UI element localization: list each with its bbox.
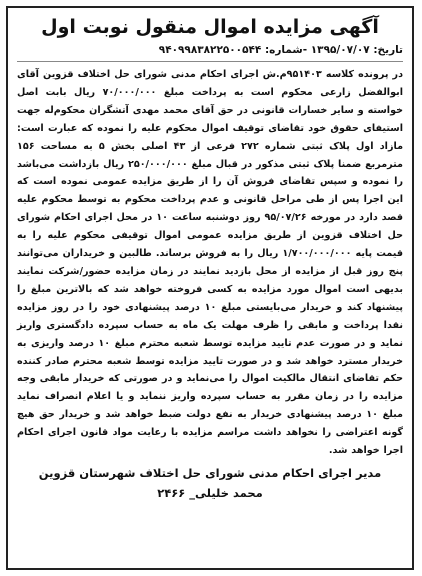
notice-number: ۹۴۰۹۹۸۳۸۲۲۵۰۰۵۴۴ [158, 44, 262, 56]
notice-title: آگهی مزایده اموال منقول نوبت اول [41, 16, 379, 38]
auction-notice [6, 6, 414, 570]
date-label: تاریخ: [373, 44, 403, 56]
notice-body: در پرونده کلاسه ۹۵۱۴۰۳م.ش اجرای احکام مدنی شورای حل اختلاف قزوین آقای ابوالفضل زارعی محکوم است به پرداخت مبلغ ۷۰/۰۰۰/۰۰۰ ریال بابت اصل خواسته و سایر خسارات قانونی در حق آقای محمد مهدی آتشگران محکوم‌له جهت استیفای حقوق خود تقاضای توقیف اموال محکوم علیه را نموده که عبارت است: مازاد اول پلاک ثبتی شماره ۲۷۲ فرعی از ۴۳ اصلی بخش ۵ به مساحت ۱۵۶ مترمربع ضمنا پلاک ثبتی مذکور در قبال مبلغ ۲۵۰/۰۰۰/۰۰۰ ریال بازداشت می‌باشد را نموده و سپس تقاضای فروش آن را از طریق مزایده عمومی نموده است که این اجرا پس از طی مراحل قانونی و عدم پرداخت محکوم به توسط محکوم علیه قصد دارد در مورخه ۹۵/۰۷/۲۶ روز دوشنبه ساعت ۱۰ در محل اجرای احکام شورای حل اختلاف قزوین از طریق مزایده عمومی اموال توقیفی محکوم علیه را به قیمت پایه ۱/۷۰۰/۰۰۰/۰۰۰ ریال را به فروش برساند. طالبین و خریداران می‌توانند پنج روز قبل از مزایده از محل بازدید نمایند در زمان مزایده حضور/شرکت نمایند بدیهی است اموال مورد مزایده به کسی فروخته خواهد شد که بالاترین مبلغ را پیشنهاد کند و خریدار می‌بایستی مبلغ ۱۰ درصد پیشنهادی خود را در روز مزایده نقدا پرداخت و مابقی را ظرف مهلت یک ماه به حساب سپرده دادگستری واریز نماید و در صورت عدم تایید مزایده توسط شعبه محترم مبلغ ۱۰ درصد واریزی به خریدار مسترد خواهد شد و در صورت تایید مزایده توسط شعبه محترم صادر کننده حکم تقاضای انتقال مالکیت اموال را می‌نماید و در صورتی که خریدار مابقی وجه مزایده را در زمان مقرر به حساب سپرده واریز ننماید و یا اعلام انصراف نماید مبلغ ۱۰ درصد پیشنهادی خریدار به نفع دولت ضبط خواهد شد و خریدار حق هیچ گونه اعتراضی را نخواهد داشت مراسم مزایده با رعایت مواد قانون اجرای احکام اجرا خواهد شد. [17, 69, 404, 457]
signature-name: محمد خلیلی_ ۲۴۶۶ [157, 485, 263, 500]
number-label: -شماره: [264, 44, 308, 56]
notice-date: ۱۳۹۵/۰۷/۰۷ [310, 44, 370, 56]
notice-meta [17, 42, 403, 62]
signature-title: مدیر اجرای احکام مدنی شورای حل اختلاف شهرستان قزوین [38, 465, 382, 480]
